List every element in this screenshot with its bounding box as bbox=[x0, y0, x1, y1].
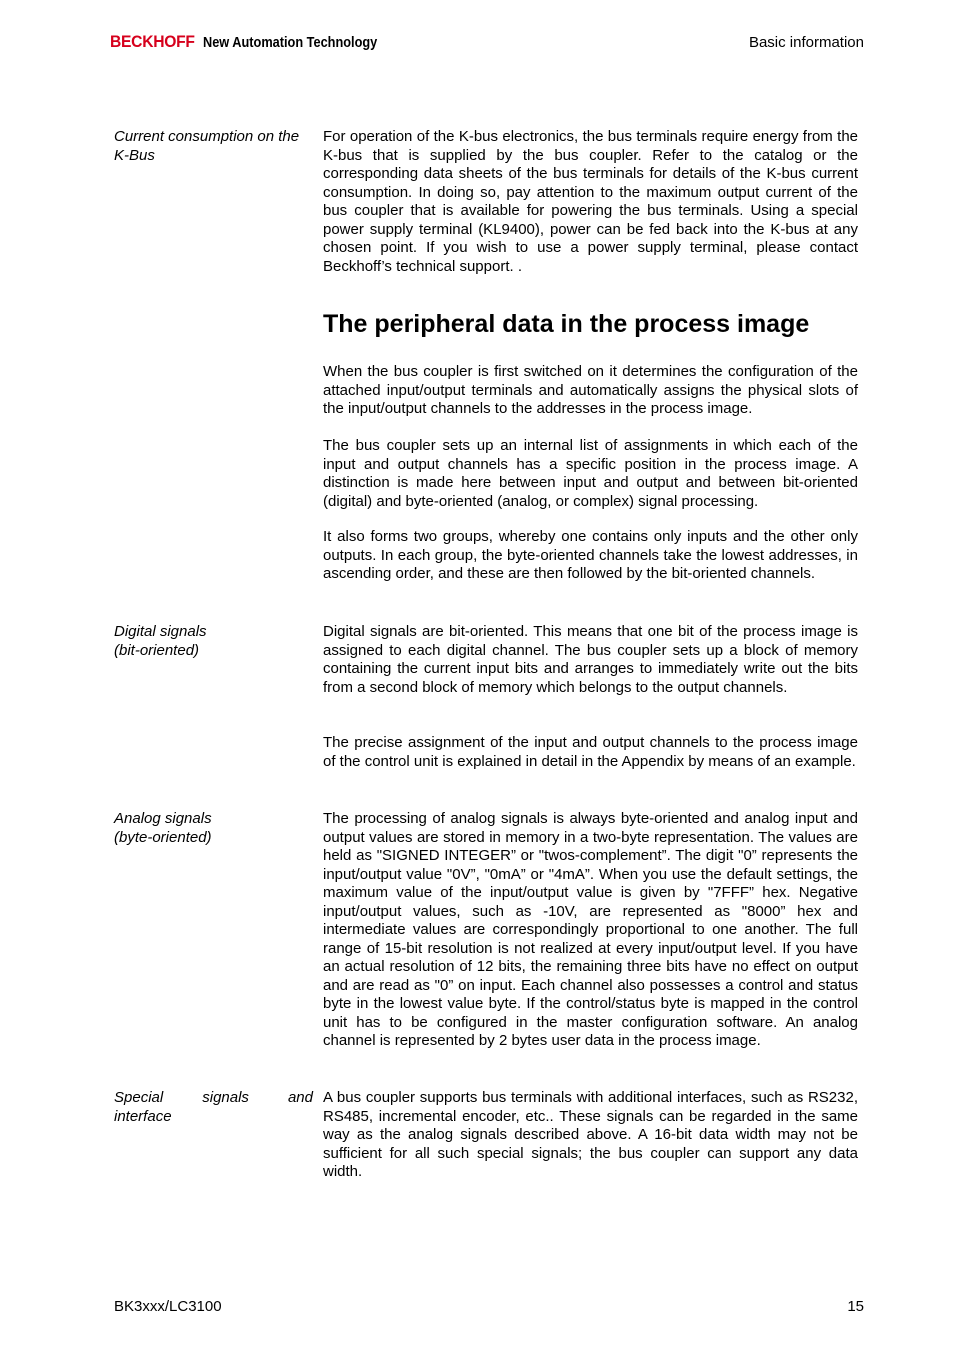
digital-paragraph-1: Digital signals are bit-oriented. This means that one bit of the process image is assigned to each digital channel. The bus coupler sets up a block of memory containing the current input bits and arranges to immediately write out the bits from a second block of memory which belongs to the output channels. bbox=[323, 623, 858, 696]
digital-label bbox=[114, 623, 313, 660]
special-paragraph: A bus coupler supports bus terminals with additional interfaces, such as RS232, RS485, incremental encoder, etc.. These signals can be regarded in the same way as the analog signals described above. A 16-bit data width may not be sufficient for all such special signals; the bus coupler can support any data width. bbox=[323, 1089, 858, 1180]
beckhoff-logo bbox=[110, 32, 408, 52]
digital-paragraph-2: The precise assignment of the input and output channels to the process image of the control unit is explained in detail in the Appendix by means of an example. bbox=[323, 734, 858, 770]
kbus-paragraph: For operation of the K-bus electronics, the bus terminals require energy from the K-bus that is supplied by the bus coupler. Refer to the catalog or the corresponding data sheets of the bus terminals for details of the K-bus current consumption. In doing so, pay attention to the maximum output current of the bus coupler that is available for powering the bus terminals. Using a special power supply terminal (KL9400), power can be fed back into the K-bus at any chosen point. If you wish to use a power supply terminal, please contact Beckhoff’s technical support. . bbox=[323, 128, 858, 275]
analog-paragraph: The processing of analog signals is always byte-oriented and analog input and output values are stored in memory in a two-byte representation. The values are held as "SIGNED INTEGER” or "twos-complement”. The digit "0” represents the input/output value "0V”, "0mA” or "4mA”. When you use the default settings, the maximum value of the input/output value is given by "7FFF” hex. Negative input/output values, such as -10V, are represented as "8000” hex and intermediate values are correspondingly proportional to one another. The full range of 15-bit resolution is not realized at every input/output level. If you have an actual resolution of 12 bits, the remaining three bits have no effect on output and are read as "0” on input. Each channel also possesses a control and status byte in the lowest value byte. If the control/status byte is mapped in the control unit has to be configured in the master configuration software. An analog channel is represented by 2 bytes user data in the process image. bbox=[323, 810, 858, 1049]
special-label-line1: Special signals and bbox=[114, 1089, 313, 1106]
footer-page-number: 15 bbox=[847, 1298, 864, 1315]
digital-label-line1: Digital signals bbox=[114, 623, 207, 640]
brand-tagline: New Automation Technology bbox=[202, 34, 377, 51]
intro-paragraph-1: When the bus coupler is first switched on it determines the configuration of the attached input/output terminals and automatically assigns the physical slots of the input/output channels to the addresses in the process image. bbox=[323, 363, 858, 417]
analog-label-line2: (byte-oriented) bbox=[114, 828, 212, 846]
brand-name: BECKHOFF bbox=[110, 32, 195, 51]
kbus-label: Current consumption on the K-Bus bbox=[114, 128, 300, 164]
special-label-line2: interface bbox=[114, 1107, 172, 1125]
analog-label-line1: Analog signals bbox=[114, 810, 212, 827]
intro-paragraph-3: It also forms two groups, whereby one contains only inputs and the other only outputs. In each group, the byte-oriented channels take the lowest addresses, in ascending order, and these are then followed by the bit-oriented channels. bbox=[323, 528, 858, 582]
footer-doc-id: BK3xxx/LC3100 bbox=[114, 1298, 222, 1315]
digital-label-line2: (bit-oriented) bbox=[114, 641, 200, 659]
header-section-title: Basic information bbox=[748, 34, 864, 51]
intro-paragraph-2: The bus coupler sets up an internal list of assignments in which each of the input and output channels has a specific position in the process image. A distinction is made here between input and output and between bit-oriented (digital) and byte-oriented (analog, or complex) signal processing. bbox=[323, 437, 858, 510]
special-label bbox=[114, 1089, 313, 1126]
section-heading: The peripheral data in the process image bbox=[323, 310, 810, 338]
analog-label bbox=[114, 810, 313, 847]
